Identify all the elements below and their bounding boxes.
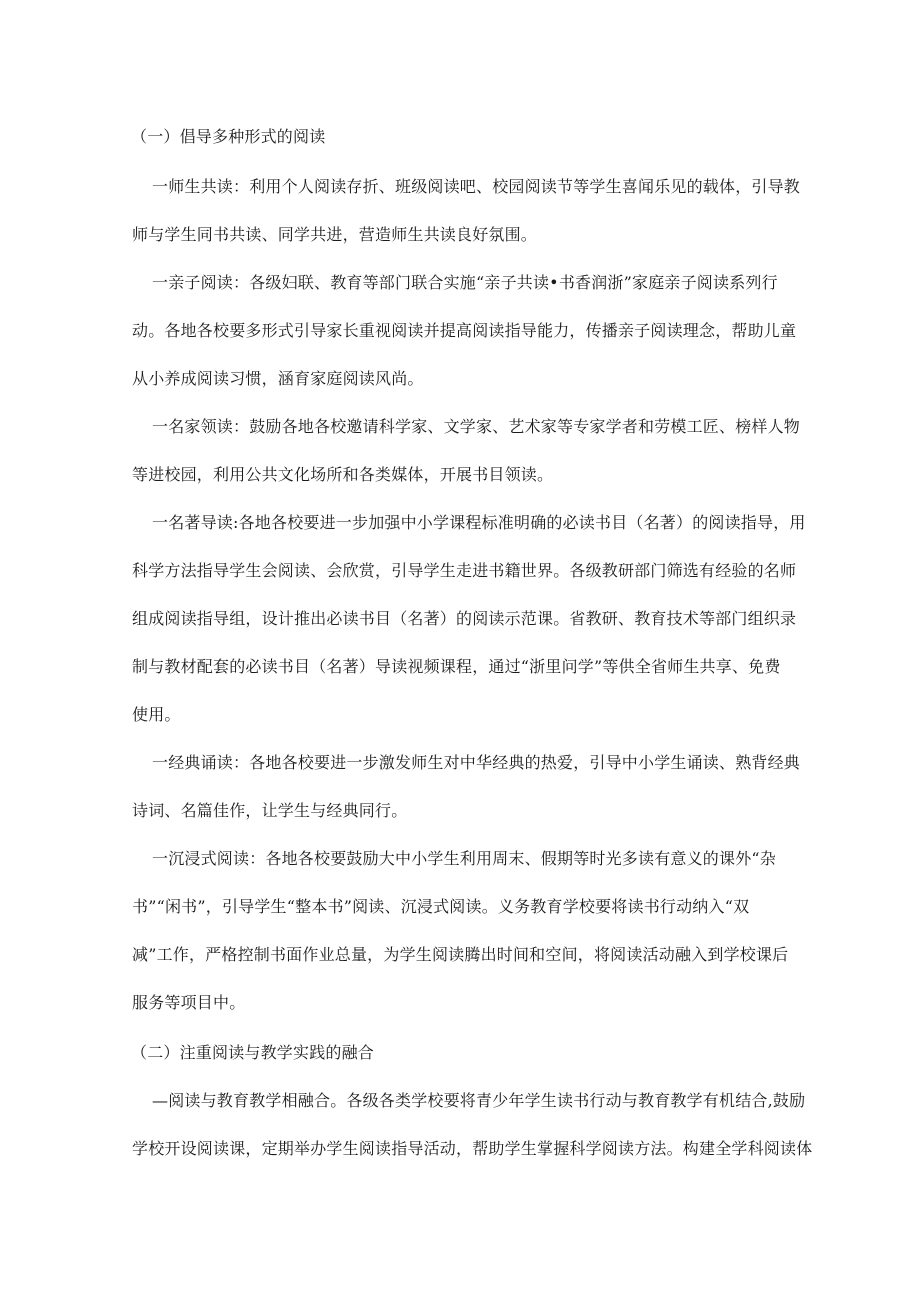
- paragraph-line: 科学方法指导学生会阅读、会欣赏，引导学生走进书籍世界。各级教研部门筛选有经验的名师: [132, 561, 797, 580]
- paragraph-line: 组成阅读指导组，设计推出必读书目（名著）的阅读示范课。省教研、教育技术等部门组织录: [132, 609, 797, 628]
- paragraph-line: 一师生共读：利用个人阅读存折、班级阅读吧、校园阅读节等学生喜闻乐见的载体，引导教: [152, 177, 801, 196]
- paragraph-line: 使用。: [132, 705, 181, 724]
- paragraph-line: 制与教材配套的必读书目（名著）导读视频课程，通过“浙里问学”等供全省师生共享、免费: [132, 657, 781, 676]
- paragraph-line: 师与学生同书共读、同学共进，营造师生共读良好氛围。: [132, 225, 538, 244]
- paragraph-line: 一名著导读:各地各校要进一步加强中小学课程标准明确的必读书目（名著）的阅读指导，用: [152, 513, 806, 532]
- paragraph-line: 动。各地各校要多形式引导家长重视阅读并提高阅读指导能力，传播亲子阅读理念，帮助儿童: [132, 321, 797, 340]
- paragraph-line: 一沉浸式阅读：各地各校要鼓励大中小学生利用周末、假期等时光多读有意义的课外“杂: [152, 849, 776, 868]
- paragraph-line: —阅读与教育教学相融合。各级各类学校要将青少年学生读书行动与教育教学有机结合,鼓励: [152, 1091, 806, 1110]
- paragraph-line: 从小养成阅读习惯，涵育家庭阅读风尚。: [132, 369, 424, 388]
- paragraph-line: 减”工作，严格控制书面作业总量，为学生阅读腾出时间和空间，将阅读活动融入到学校课后: [132, 945, 789, 964]
- paragraph-line: 诗词、名篇佳作，让学生与经典同行。: [132, 801, 408, 820]
- paragraph-line: 一名家领读：鼓励各地各校邀请科学家、文学家、艺术家等专家学者和劳模工匠、榜样人物: [152, 417, 801, 436]
- section-heading: （一）倡导多种形式的阅读: [131, 127, 326, 146]
- paragraph-line: 等进校园，利用公共文化场所和各类媒体，开展书目领读。: [132, 465, 554, 484]
- paragraph-line: 一经典诵读：各地各校要进一步激发师生对中华经典的热爱，引导中小学生诵读、熟背经典: [152, 753, 801, 772]
- paragraph-line: 学校开设阅读课，定期举办学生阅读指导活动，帮助学生掌握科学阅读方法。构建全学科阅读体: [132, 1139, 813, 1158]
- paragraph-line: 书”“闲书”，引导学生“整本书”阅读、沉浸式阅读。义务教育学校要将读书行动纳入“双: [132, 897, 750, 916]
- paragraph-line: 服务等项目中。: [132, 993, 246, 1012]
- paragraph-line: 一亲子阅读：各级妇联、教育等部门联合实施“亲子共读•书香润浙”家庭亲子阅读系列行: [152, 273, 778, 292]
- section-heading: （二）注重阅读与教学实践的融合: [131, 1043, 375, 1062]
